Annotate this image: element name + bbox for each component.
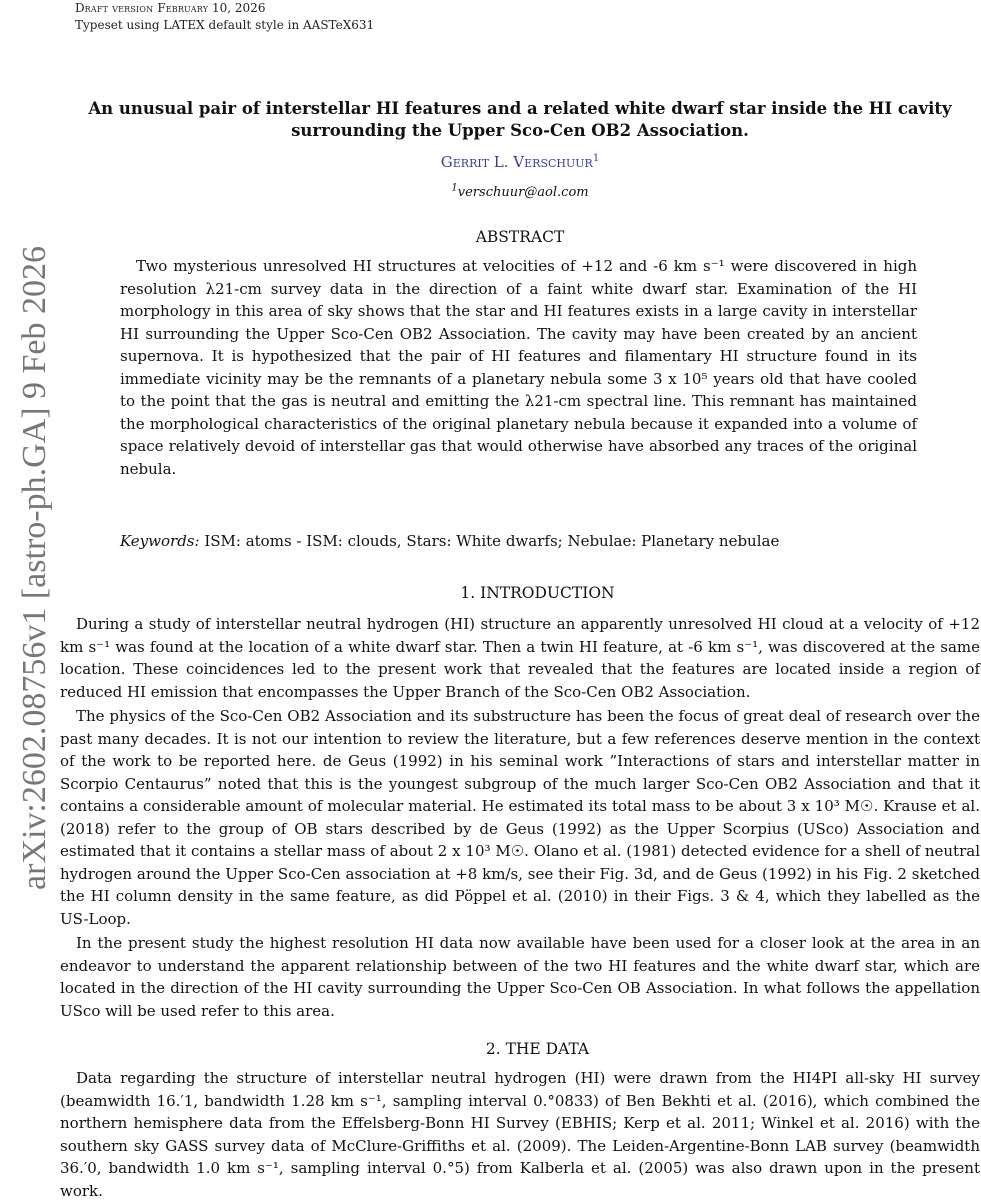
arxiv-sidebar-id: arXiv:2602.08756v1 [astro-ph.GA] 9 Feb 2026 bbox=[16, 245, 53, 890]
draft-version: Draft version February 10, 2026 bbox=[75, 1, 266, 15]
section-heading-data: 2. THE DATA bbox=[485, 1040, 590, 1058]
data-body bbox=[60, 1067, 980, 1204]
paragraph: During a study of interstellar neutral hydrogen (HI) structure an apparently unresolved HI cloud at a velocity of +12 km s⁻¹ was found at the location of a white dwarf star. Then a twin HI feature, at -6 km s⁻¹, was discovered at the same location. These coincidences led to the present work that revealed that the features are located inside a region of reduced HI emission that encompasses the Upper Branch of the Sco-Cen OB2 Association. bbox=[60, 615, 980, 701]
section-heading-introduction: 1. INTRODUCTION bbox=[460, 584, 615, 602]
keywords: Keywords: ISM: atoms - ISM: clouds, Stars: White dwarfs; Nebulae: Planetary nebulae bbox=[120, 532, 780, 550]
paragraph: The physics of the Sco-Cen OB2 Association and its substructure has been the focus of great deal of research over the past many decades. It is not our intention to review the literature, but a few references deserve mention in the context of the work to be reported here. de Geus (1992) in his seminal work ”Interactions of stars and interstellar matter in Scorpio Centaurus” noted that this is the youngest subgroup of the much larger Sco-Cen OB2 Association and that it contains a considerable amount of molecular material. He estimated its total mass to be about 3 x 10³ M☉. Krause et al. (2018) refer to the group of OB stars described by de Geus (1992) as the Upper Scorpius (USco) Association and estimated that it contains a stellar mass of about 2 x 10³ M☉. Olano et al. (1981) detected evidence for a shell of neutral hydrogen around the Upper Sco-Cen association at +8 km/s, see their Fig. 3d, and de Geus (1992) in his Fig. 2 sketched the HI column density in the same feature, as did Pöppel et al. (2010) in their Figs. 3 & 4, which they labelled as the US-Loop. bbox=[60, 707, 980, 928]
introduction-body bbox=[60, 613, 980, 1024]
paper-title: An unusual pair of interstellar HI features and a related white dwarf star inside the HI cavity surrounding the Upper Sco-Cen OB2 Association. bbox=[88, 99, 952, 140]
running-header bbox=[75, 0, 374, 34]
paragraph: In the present study the highest resolution HI data now available have been used for a closer look at the area in an endeavor to understand the apparent relationship between of the two HI features and the white dwarf star, which are located in the direction of the HI cavity surrounding the Upper Sco-Cen OB Association. In what follows the appellation USco will be used refer to this area. bbox=[60, 934, 980, 1020]
author-affiliation: $^1$verschuur@aol.com bbox=[451, 182, 589, 200]
typeset-note: Typeset using LATEX default style in AASTeX631 bbox=[75, 18, 375, 32]
abstract-heading: ABSTRACT bbox=[475, 228, 565, 246]
paragraph: Data regarding the structure of interstellar neutral hydrogen (HI) were drawn from the HI4PI all-sky HI survey (beamwidth 16.′1, bandwidth 1.28 km s⁻¹, sampling interval 0.°0833) of Ben Bekhti et al. (2016), which combined the northern hemisphere data from the Effelsberg-Bonn HI Survey (EBHIS; Kerp et al. 2011; Winkel et al. 2016) with the southern sky GASS survey data of McClure-Griffiths et al. (2009). The Leiden-Argentine-Bonn LAB survey (beamwidth 36.′0, bandwidth 1.0 km s⁻¹, sampling interval 0.°5) from Kalberla et al. (2005) was also drawn upon in the present work. bbox=[60, 1069, 980, 1200]
author-name: Gerrit L. Verschuur$^1$ bbox=[440, 153, 600, 171]
abstract-text: Two mysterious unresolved HI structures at velocities of +12 and -6 km s⁻¹ were discovered in high resolution λ21-cm survey data in the direction of a faint white dwarf star. Examination of the HI morphology in this area of sky shows that the star and HI features exists in a large cavity in interstellar HI surrounding the Upper Sco-Cen OB2 Association. The cavity may have been created by an ancient supernova. It is hypothesized that the pair of HI features and filamentary HI structure found in its immediate vicinity may be the remnants of a planetary nebula some 3 x 10⁵ years old that have cooled to the point that the gas is neutral and emitting the λ21-cm spectral line. This remnant has maintained the morphological characteristics of the original planetary nebula because it expanded into a volume of space relatively devoid of interstellar gas that would otherwise have absorbed any traces of the original nebula. bbox=[120, 257, 917, 478]
